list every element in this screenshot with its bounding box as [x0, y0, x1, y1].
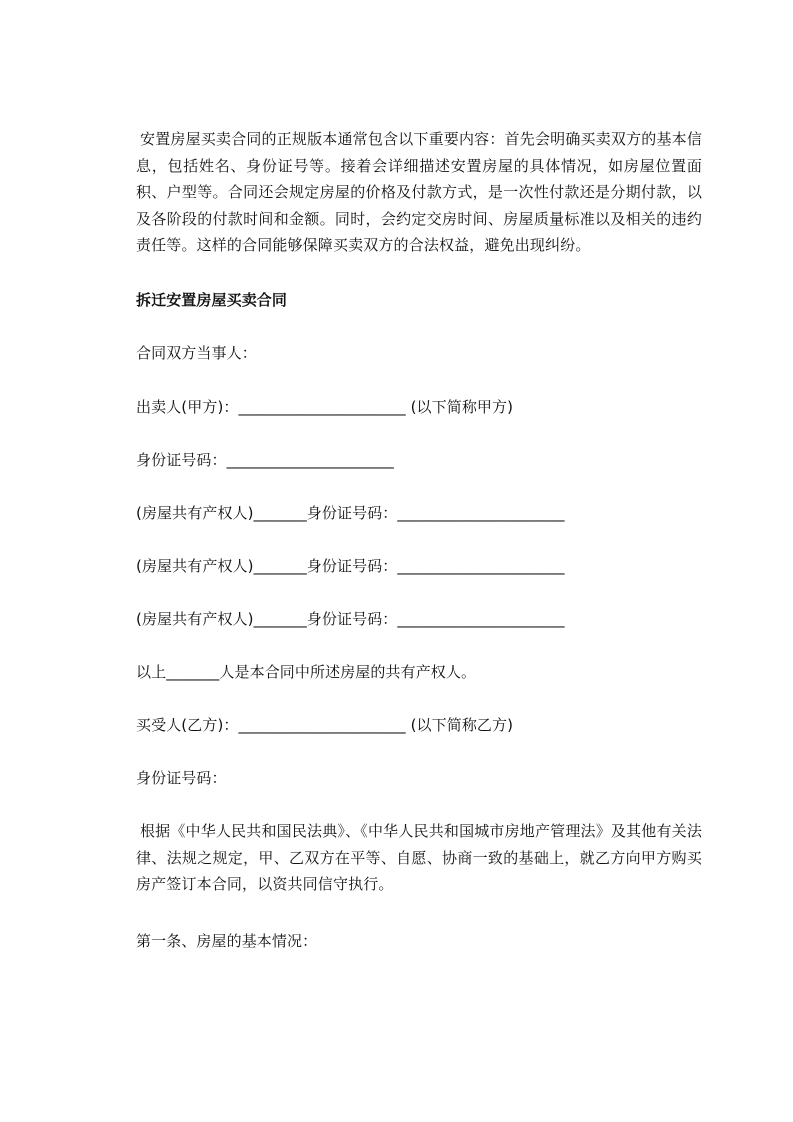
parties-label: 合同双方当事人：	[136, 344, 257, 362]
legal-basis-paragraph: 根据《中华人民共和国民法典》、《中华人民共和国城市房地产管理法》及其他有关法律、法规之规定，甲、乙双方在平等、自愿、协商一致的基础上，就乙方向甲方购买房产签订本合同，以资共同信守执行。	[136, 822, 702, 893]
co-owner-line-2: (房屋共有产权人)_______身份证号码：______________________	[136, 557, 565, 575]
seller-line: 出卖人(甲方)：______________________ (以下简称甲方)	[136, 398, 514, 416]
buyer-id-line: 身份证号码：	[136, 769, 227, 787]
co-owner-line-3: (房屋共有产权人)_______身份证号码：______________________	[136, 610, 565, 628]
buyer-line: 买受人(乙方)：______________________ (以下简称乙方)	[136, 716, 514, 734]
article-one-heading: 第一条、房屋的基本情况：	[136, 932, 318, 950]
co-owner-line-1: (房屋共有产权人)_______身份证号码：______________________	[136, 504, 565, 522]
contract-title: 拆迁安置房屋买卖合同	[136, 291, 288, 309]
intro-paragraph: 安置房屋买卖合同的正规版本通常包含以下重要内容：首先会明确买卖双方的基本信息，包括姓名、身份证号等。接着会详细描述安置房屋的具体情况，如房屋位置面积、户型等。合同还会规定房屋的价格及付款方式，是一次性付款还是分期付款，以及各阶段的付款时间和金额。同时，会约定交房时间、房屋质量标准以及相关的违约责任等。这样的合同能够保障买卖双方的合法权益，避免出现纠纷。	[136, 130, 702, 254]
seller-id-line: 身份证号码：______________________	[136, 451, 394, 469]
co-owner-summary: 以上_______人是本合同中所述房屋的共有产权人。	[136, 663, 477, 681]
